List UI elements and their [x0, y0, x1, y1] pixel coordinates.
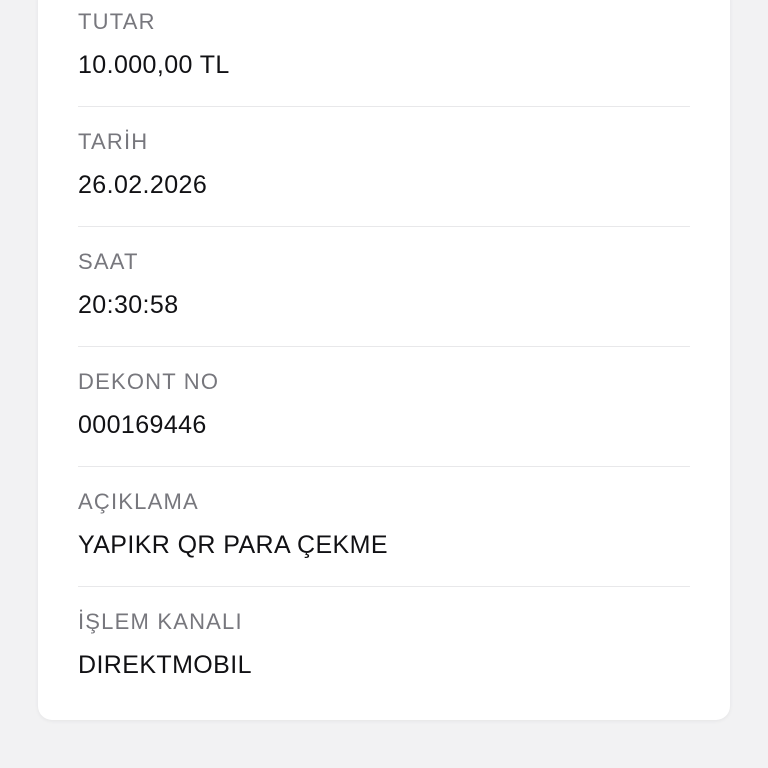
detail-value: 20:30:58	[78, 291, 179, 319]
detail-label: AÇIKLAMA	[78, 489, 199, 514]
detail-label: TUTAR	[78, 9, 156, 34]
detail-row-receipt-no	[38, 347, 730, 466]
detail-value: 26.02.2026	[78, 171, 208, 199]
detail-label: İŞLEM KANALI	[78, 609, 243, 634]
detail-row-amount	[38, 0, 730, 106]
detail-row-time	[38, 227, 730, 346]
detail-row-description	[38, 467, 730, 586]
detail-label: DEKONT NO	[78, 369, 220, 394]
detail-label: TARİH	[78, 129, 149, 154]
receipt-card	[38, 0, 730, 720]
detail-value: YAPIKR QR PARA ÇEKME	[78, 531, 388, 559]
detail-value: DIREKTMOBIL	[78, 651, 252, 679]
detail-value: 10.000,00 TL	[78, 51, 230, 79]
detail-value: 000169446	[78, 411, 207, 439]
detail-row-date	[38, 107, 730, 226]
detail-row-channel	[38, 587, 730, 706]
receipt-detail-list	[38, 0, 730, 706]
detail-label: SAAT	[78, 249, 139, 274]
